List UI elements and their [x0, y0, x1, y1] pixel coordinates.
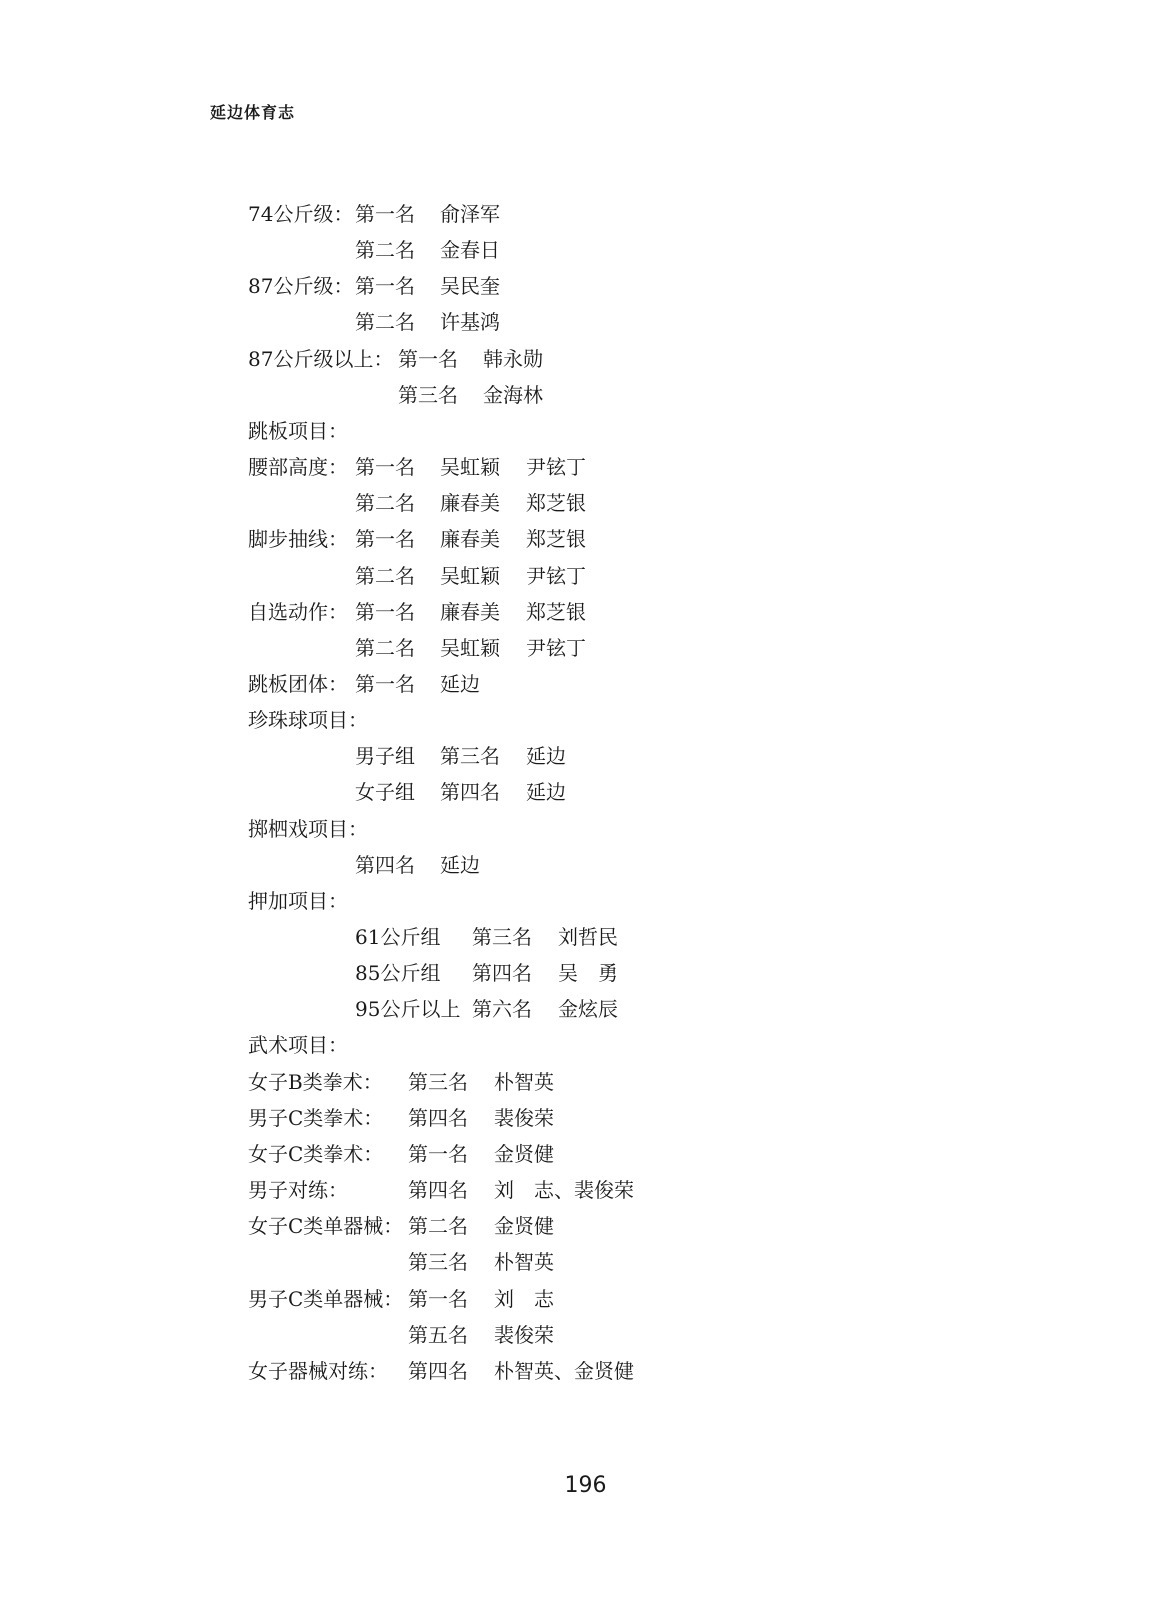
- result-category: 74公斤级：: [248, 202, 354, 226]
- result-category: 男子C类单器械：: [248, 1286, 404, 1311]
- result-cell: 第三名: [408, 1069, 468, 1094]
- result-cell: 韩永勋: [483, 346, 543, 371]
- result-line: [0, 669, 1171, 699]
- result-category: 女子器械对练：: [248, 1358, 388, 1383]
- result-category: 押加项目：: [248, 888, 348, 913]
- result-category: 男子对练：: [248, 1178, 348, 1202]
- result-line: [0, 344, 1171, 374]
- result-category: 掷柶戏项目：: [248, 816, 368, 841]
- result-category: 女子C类单器械：: [248, 1214, 404, 1239]
- result-cell: 第六名: [472, 997, 532, 1022]
- result-cell: 朴智英: [494, 1250, 554, 1275]
- result-cell: 尹铉丁: [526, 563, 586, 588]
- result-category: 自选动作：: [248, 599, 348, 624]
- result-cell: 吴民奎: [440, 274, 500, 299]
- result-cell: 第四名: [408, 1105, 468, 1130]
- result-category: 女子B类拳术：: [248, 1069, 383, 1094]
- result-cell: 第三名: [398, 382, 458, 407]
- result-line: [0, 850, 1171, 880]
- result-line: [0, 741, 1171, 771]
- result-cell: 金贤健: [494, 1214, 554, 1239]
- result-cell: 吴 勇: [558, 961, 618, 986]
- result-cell: 第一名: [408, 1141, 468, 1166]
- result-cell: 第二名: [355, 491, 415, 516]
- result-line: [0, 1175, 1171, 1205]
- result-cell: 金炫辰: [558, 997, 618, 1022]
- result-line: [0, 1356, 1171, 1386]
- result-cell: 朴智英、金贤健: [494, 1358, 634, 1383]
- result-line: [0, 1284, 1171, 1314]
- result-cell: 第一名: [355, 527, 415, 552]
- result-cell: 第二名: [355, 635, 415, 660]
- result-line: [0, 524, 1171, 554]
- result-cell: 第三名: [472, 925, 532, 949]
- result-cell: 第四名: [408, 1358, 468, 1383]
- result-cell: 延边: [440, 672, 480, 696]
- result-cell: 郑芝银: [526, 527, 586, 552]
- result-cell: 第二名: [408, 1214, 468, 1239]
- result-cell: 郑芝银: [526, 599, 586, 624]
- result-line: [0, 380, 1171, 410]
- result-line: [0, 705, 1171, 735]
- page-number: 196: [564, 1473, 607, 1498]
- result-category: 跳板项目：: [248, 418, 348, 443]
- result-cell: 金贤健: [494, 1141, 554, 1166]
- result-cell: 61公斤组: [355, 925, 441, 949]
- result-cell: 第一名: [355, 455, 415, 479]
- result-cell: 刘 志: [494, 1286, 554, 1311]
- result-category: 跳板团体：: [248, 672, 348, 696]
- result-cell: 吴虹颖: [440, 455, 500, 479]
- result-category: 男子C类拳术：: [248, 1105, 384, 1130]
- result-cell: 金春日: [440, 238, 500, 263]
- result-line: [0, 307, 1171, 337]
- result-category: 女子C类拳术：: [248, 1141, 384, 1166]
- result-cell: 85公斤组: [355, 961, 441, 986]
- result-cell: 第二名: [355, 238, 415, 263]
- result-line: [0, 886, 1171, 916]
- result-cell: 第一名: [355, 274, 415, 299]
- result-cell: 男子组: [355, 744, 415, 769]
- result-cell: 刘 志、裴俊荣: [494, 1178, 634, 1202]
- result-cell: 延边: [440, 852, 480, 877]
- result-cell: 裴俊荣: [494, 1105, 554, 1130]
- result-cell: 第一名: [398, 346, 458, 371]
- result-line: [0, 1247, 1171, 1277]
- result-cell: 第四名: [355, 852, 415, 877]
- result-line: [0, 814, 1171, 844]
- result-line: [0, 1139, 1171, 1169]
- result-cell: 第三名: [440, 744, 500, 769]
- result-cell: 郑芝银: [526, 491, 586, 516]
- result-line: [0, 922, 1171, 952]
- result-cell: 第二名: [355, 310, 415, 335]
- result-cell: 第四名: [472, 961, 532, 986]
- result-category: 87公斤级：: [248, 274, 354, 299]
- result-category: 脚步抽线：: [248, 527, 348, 552]
- result-line: [0, 958, 1171, 988]
- result-cell: 第一名: [355, 672, 415, 696]
- result-cell: 尹铉丁: [526, 455, 586, 479]
- result-cell: 第一名: [408, 1286, 468, 1311]
- result-line: [0, 777, 1171, 807]
- result-line: [0, 1103, 1171, 1133]
- result-cell: 廉春美: [440, 599, 500, 624]
- result-line: [0, 416, 1171, 446]
- result-category: 腰部高度：: [248, 455, 348, 479]
- result-cell: 俞泽军: [440, 202, 500, 226]
- result-line: [0, 1211, 1171, 1241]
- result-cell: 第二名: [355, 563, 415, 588]
- running-header: 延边体育志: [210, 103, 296, 122]
- result-line: [0, 1030, 1171, 1060]
- result-line: [0, 488, 1171, 518]
- result-line: [0, 452, 1171, 482]
- result-line: [0, 1067, 1171, 1097]
- result-cell: 吴虹颖: [440, 563, 500, 588]
- result-category: 武术项目：: [248, 1033, 348, 1058]
- result-cell: 第四名: [440, 780, 500, 805]
- result-cell: 廉春美: [440, 491, 500, 516]
- result-cell: 女子组: [355, 780, 415, 805]
- result-cell: 金海林: [483, 382, 543, 407]
- result-cell: 第四名: [408, 1178, 468, 1202]
- result-line: [0, 1320, 1171, 1350]
- result-cell: 吴虹颖: [440, 635, 500, 660]
- result-cell: 95公斤以上: [355, 997, 461, 1022]
- result-line: [0, 994, 1171, 1024]
- result-category: 87公斤级以上：: [248, 346, 394, 371]
- result-category: 珍珠球项目：: [248, 708, 368, 733]
- result-line: [0, 271, 1171, 301]
- result-cell: 第五名: [408, 1322, 468, 1347]
- result-line: [0, 199, 1171, 229]
- result-cell: 第一名: [355, 599, 415, 624]
- result-cell: 延边: [526, 744, 566, 769]
- result-cell: 朴智英: [494, 1069, 554, 1094]
- result-cell: 刘哲民: [558, 925, 618, 949]
- result-cell: 第三名: [408, 1250, 468, 1275]
- result-line: [0, 633, 1171, 663]
- result-cell: 廉春美: [440, 527, 500, 552]
- result-cell: 第一名: [355, 202, 415, 226]
- result-cell: 延边: [526, 780, 566, 805]
- result-cell: 尹铉丁: [526, 635, 586, 660]
- result-line: [0, 597, 1171, 627]
- result-cell: 裴俊荣: [494, 1322, 554, 1347]
- result-line: [0, 235, 1171, 265]
- result-cell: 许基鸿: [440, 310, 500, 335]
- result-line: [0, 561, 1171, 591]
